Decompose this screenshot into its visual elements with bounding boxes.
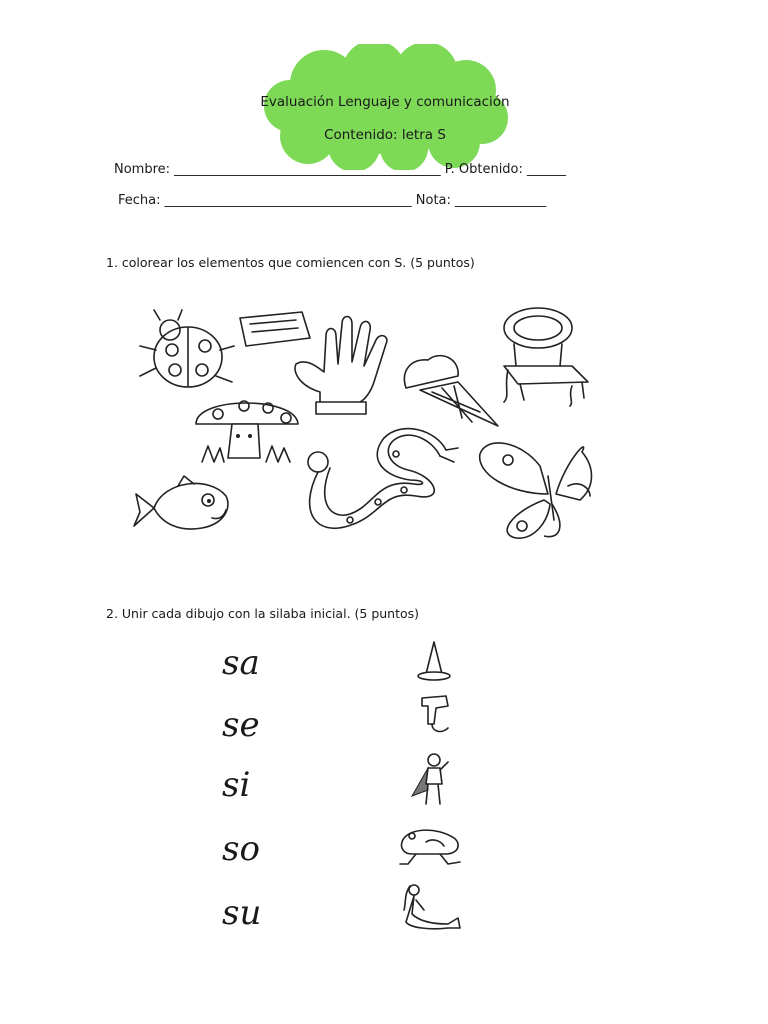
butterfly-drawing bbox=[480, 443, 592, 538]
syllable-sa: sa bbox=[222, 643, 260, 683]
snake-drawing bbox=[308, 429, 458, 529]
chair-drawing bbox=[504, 308, 588, 406]
superhero-drawing bbox=[408, 752, 458, 810]
hand-drawing bbox=[295, 317, 387, 415]
date-grade-line: Fecha: ______________________________________ Nota: ______________ bbox=[118, 193, 547, 208]
ice-cream-drawing bbox=[404, 356, 498, 426]
syllable-se: se bbox=[222, 705, 260, 745]
coloring-drawings bbox=[120, 290, 620, 560]
document-subtitle: Contenido: letra S bbox=[324, 127, 446, 143]
sharpener-drawing bbox=[240, 312, 310, 346]
syllable-si: si bbox=[222, 765, 251, 805]
syllable-su: su bbox=[222, 893, 262, 933]
fish-drawing bbox=[134, 476, 228, 529]
frog-drawing bbox=[396, 822, 466, 868]
name-score-line: Nombre: _________________________________________ P. Obtenido: ______ bbox=[114, 162, 567, 177]
witch-hat-drawing bbox=[412, 638, 458, 684]
question-2-text: 2. Unir cada dibujo con la silaba inicial. (5 puntos) bbox=[106, 606, 420, 621]
ladybug-drawing bbox=[140, 310, 234, 387]
hair-dryer-drawing bbox=[418, 692, 458, 736]
question-1-text: 1. colorear los elementos que comiencen con S. (5 puntos) bbox=[106, 255, 475, 270]
mushroom-drawing bbox=[196, 401, 298, 462]
syllable-so: so bbox=[222, 829, 260, 869]
mermaid-drawing bbox=[400, 880, 466, 936]
document-title: Evaluación Lenguaje y comunicación bbox=[260, 94, 510, 110]
